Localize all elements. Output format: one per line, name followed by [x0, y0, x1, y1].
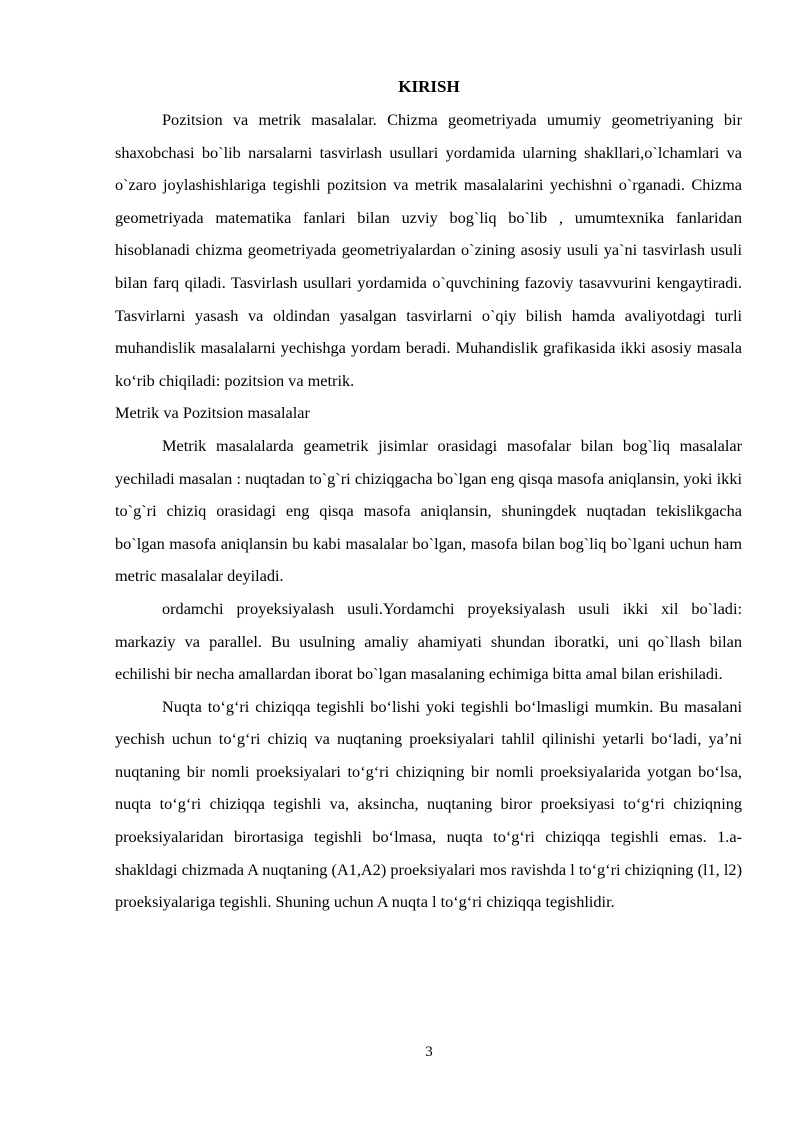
page-title: KIRISH [398, 77, 460, 96]
page-number: 3 [425, 1044, 433, 1060]
paragraph-subheading: Metrik va Pozitsion masalalar [115, 403, 310, 423]
paragraph-intro: Pozitsion va metrik masalalar. Chizma geometriyada umumiy geometriyaning bir shaxobchasi bo`lib narsalarni tasvirlash usullari yordamida ularning shakllari,o`lchamlari va o`zaro joylashishlariga tegishli pozitsion va metrik masalalarini yechishni o`rganadi. Chizma geometriyada matematika fanlari bilan uzviy bog`liq bo`lib , umumtexnika fanlaridan hisoblanadi chizma geometriyada geometriyalardan o`zining asosiy usuli ya`ni tasvirlash usuli bilan farq qiladi. Tasvirlash usullari yordamida o`quvchining fazoviy tasavvurini kengaytiradi. Tasvirlarni yasash va oldindan yasalgan tasvirlarni o`qiy bilish hamda avaliyotdagi turli muhandislik masalalarni yechishga yordam beradi. Muhandislik grafikasida ikki asosiy masala ko‘rib chiqiladi: pozitsion va metrik. [115, 110, 742, 390]
paragraph-auxiliary-projection: ordamchi proyeksiyalash usuli.Yordamchi proyeksiyalash usuli ikki xil bo`ladi: markaziy va parallel. Bu usulning amaliy ahamiyati shundan iboratki, uni qo`llash bilan echilishi bir necha amallardan iborat bo`lgan masalaning echimiga bitta amal bilan erishiladi. [115, 598, 742, 684]
paragraph-point-on-line: Nuqta to‘g‘ri chiziqqa tegishli bo‘lishi yoki tegishli bo‘lmasligi mumkin. Bu masalani yechish uchun to‘g‘ri chiziq va nuqtaning proeksiyalari tahlil qilinishi yetarli bo‘ladi, ya’ni nuqtaning bir nomli proeksiyalari to‘g‘ri chiziqning bir nomli proeksiyalarida yotgan bo‘lsa, nuqta to‘g‘ri chiziqqa tegishli va, aksincha, nuqtaning biror proeksiyasi to‘g‘ri chiziqning proeksiyalaridan birortasiga tegishli bo‘lmasa, nuqta to‘g‘ri chiziqqa tegishli emas. 1.a-shakldagi chizmada A nuqtaning (A1,A2) proeksiyalari mos ravishda l to‘g‘ri chiziqning (l1, l2) proeksiyalariga tegishli. Shuning uchun A nuqta l to‘g‘ri chiziqqa tegishlidir. [115, 696, 742, 912]
paragraph-metric: Metrik masalalarda geametrik jisimlar orasidagi masofalar bilan bog`liq masalalar yechiladi masalan : nuqtadan to`g`ri chiziqgacha bo`lgan eng qisqa masofa aniqlansin, yoki ikki to`g`ri chiziq orasidagi eng qisqa masofa aniqlansin, shuningdek nuqtadan tekislikgacha bo`lgan masofa aniqlansin bu kabi masalalar bo`lgan, masofa bilan bog`liq bo`lgani uchun ham metric masalalar deyiladi. [115, 435, 742, 586]
document-body [115, 104, 742, 919]
